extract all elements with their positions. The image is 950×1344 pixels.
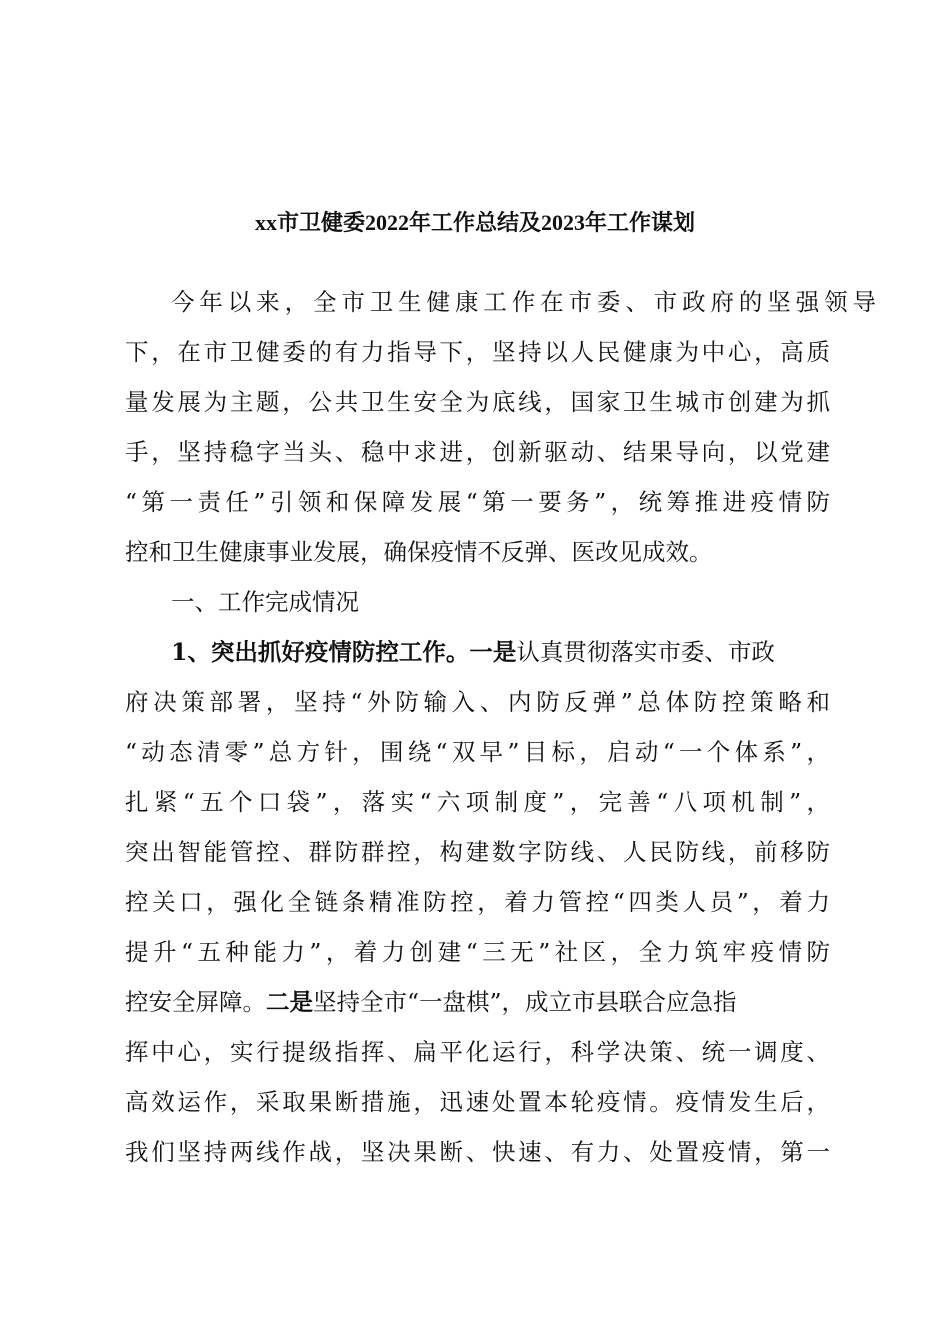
- item1-mixed-before: 控安全屏障。: [125, 988, 266, 1016]
- item1-lead-bold: 1、突出抓好疫情防控工作。一是: [171, 638, 517, 666]
- intro-line: 手，坚持稳字当头、稳中求进，创新驱动、结果导向，以党建: [125, 438, 830, 466]
- item1-line: 扎紧“五个口袋”，落实“六项制度”，完善“八项机制”，: [125, 788, 830, 816]
- item1-tail-line: 挥中心，实行提级指挥、扁平化运行，科学决策、统一调度、: [125, 1038, 830, 1066]
- intro-line: 控和卫生健康事业发展，确保疫情不反弹、医改见成效。: [125, 538, 713, 566]
- item1-line: 控关口，强化全链条精准防控，着力管控“四类人员”，着力: [125, 888, 830, 916]
- section-heading: 一、工作完成情况: [171, 588, 359, 616]
- item1-tail-line: 高效运作，采取果断措施，迅速处置本轮疫情。疫情发生后，: [125, 1088, 830, 1116]
- item1-mixed-line: [125, 977, 830, 1027]
- item1-line: 提升“五种能力”，着力创建“三无”社区，全力筑牢疫情防: [125, 938, 830, 966]
- item1-line: 突出智能管控、群防群控，构建数字防线、人民防线，前移防: [125, 838, 830, 866]
- item1-mixed-bold: 二是: [266, 988, 313, 1016]
- item1-first-line: [125, 627, 876, 677]
- item1-line: “动态清零”总方针，围绕“双早”目标，启动“一个体系”，: [125, 738, 830, 766]
- intro-line: 量发展为主题，公共卫生安全为底线，国家卫生城市创建为抓: [125, 388, 830, 416]
- document-title: xx市卫健委2022年工作总结及2023年工作谋划: [254, 210, 695, 235]
- item1-line: 府决策部署，坚持“外防输入、内防反弹”总体防控策略和: [125, 688, 830, 716]
- intro-line: “第一责任”引领和保障发展“第一要务”，统筹推进疫情防: [125, 488, 830, 516]
- intro-line: 今年以来，全市卫生健康工作在市委、市政府的坚强领导: [171, 288, 876, 316]
- intro-line: 下，在市卫健委的有力指导下，坚持以人民健康为中心，高质: [125, 338, 830, 366]
- item1-tail-line: 我们坚持两线作战，坚决果断、快速、有力、处置疫情，第一: [125, 1138, 830, 1166]
- item1-lead-rest: 认真贯彻落实市委、市政: [516, 638, 775, 666]
- item1-mixed-after: 坚持全市“一盘棋”，成立市县联合应急指: [313, 988, 737, 1016]
